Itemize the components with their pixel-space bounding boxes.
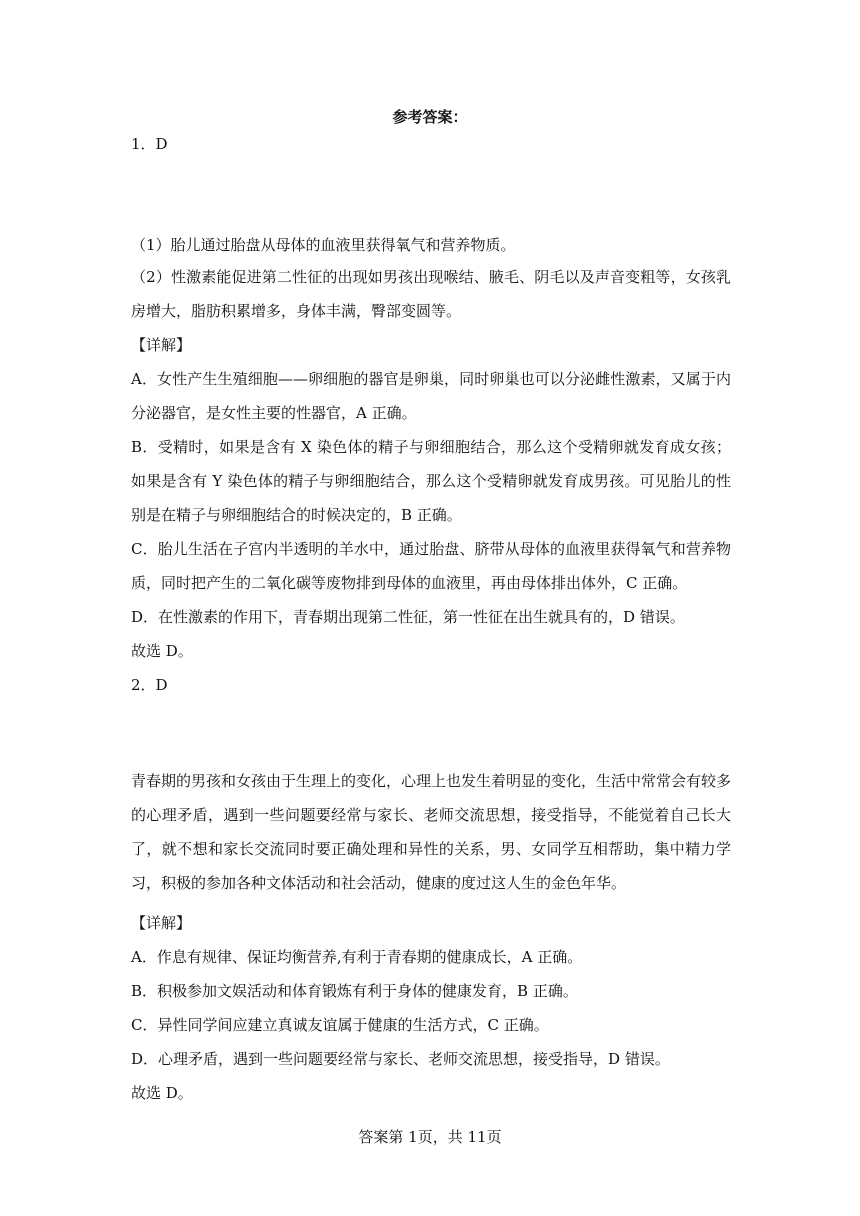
q2-option-a: A．作息有规律、保证均衡营养,有利于青春期的健康成长，A 正确。	[131, 948, 583, 966]
q1-option-d: D．在性激素的作用下，青春期出现第二性征，第一性征在出生就具有的，D 错误。	[131, 608, 685, 626]
q2-option-b: B．积极参加文娱活动和体育锻炼有利于身体的健康发育，B 正确。	[131, 982, 578, 1000]
q1-conclusion: 故选 D。	[131, 642, 193, 660]
page-footer: 答案第 1页，共 11页	[358, 1128, 502, 1146]
page-title: 参考答案：	[392, 108, 468, 126]
q2-option-c: C．异性同学间应建立真诚友谊属于健康的生活方式，C 正确。	[131, 1016, 549, 1034]
q1-detail-heading: 【详解】	[131, 336, 192, 354]
q1-option-c: C．胎儿生活在子宫内半透明的羊水中，通过胎盘、脐带从母体的血液里获得氧气和营养物质，同时把产生的二氧化碳等废物排到母体的血液里，再由母体排出体外，C 正确。	[131, 540, 731, 592]
q2-option-d: D．心理矛盾，遇到一些问题要经常与家长、老师交流思想，接受指导，D 错误。	[131, 1050, 670, 1068]
q2-conclusion: 故选 D。	[131, 1084, 193, 1102]
q2-answer: 2．D	[131, 676, 168, 694]
q1-answer: 1．D	[131, 135, 168, 153]
q1-option-b: B．受精时，如果是含有 X 染色体的精子与卵细胞结合，那么这个受精卵就发育成女孩；如果是含有 Y 染色体的精子与卵细胞结合，那么这个受精卵就发育成男孩。可见胎儿的性别是在精子与卵细胞结合的时候决定的，B 正确。	[131, 438, 731, 524]
q1-analysis-1: （1）胎儿通过胎盘从母体的血液里获得氧气和营养物质。	[131, 236, 516, 254]
q2-detail-heading: 【详解】	[131, 914, 192, 932]
q1-option-a: A．女性产生生殖细胞——卵细胞的器官是卵巢，同时卵巢也可以分泌雌性激素，又属于内分泌器官，是女性主要的性器官，A 正确。	[131, 370, 731, 422]
q1-analysis-2: （2）性激素能促进第二性征的出现如男孩出现喉结、腋毛、阴毛以及声音变粗等，女孩乳房增大，脂肪积累增多，身体丰满，臀部变圆等。	[131, 268, 731, 320]
q2-analysis: 青春期的男孩和女孩由于生理上的变化，心理上也发生着明显的变化，生活中常常会有较多的心理矛盾，遇到一些问题要经常与家长、老师交流思想，接受指导，不能觉着自己长大了，就不想和家长交流同时要正确处理和异性的关系，男、女同学互相帮助，集中精力学习，积极的参加各种文体活动和社会活动，健康的度过这人生的金色年华。	[131, 772, 732, 892]
